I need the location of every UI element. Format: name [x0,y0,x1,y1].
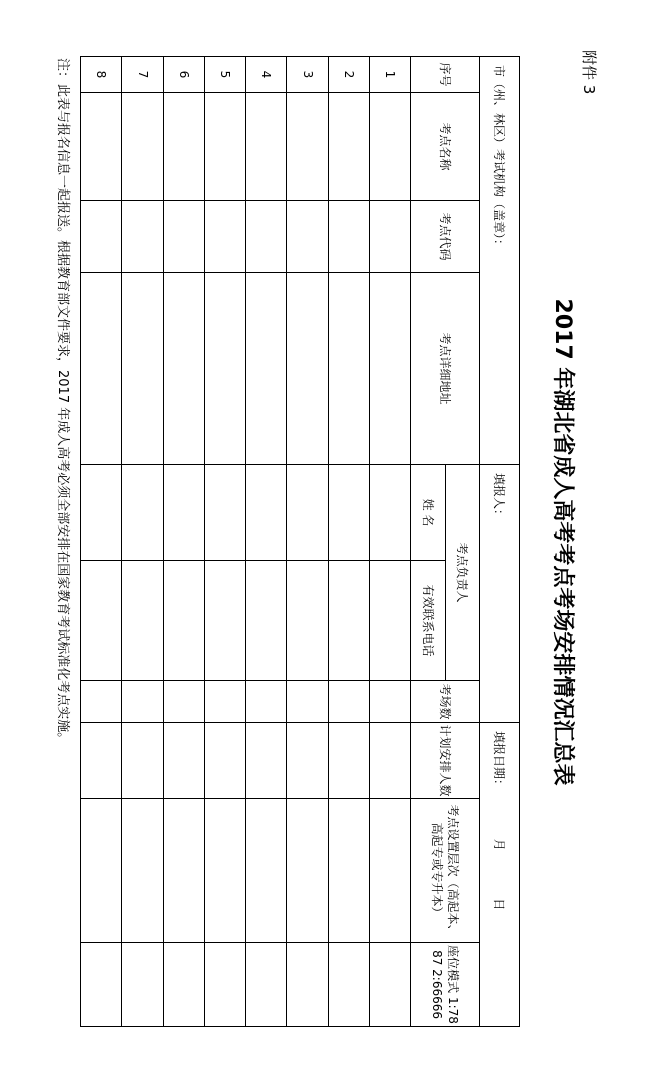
table-cell[interactable] [122,723,163,799]
footnote: 注：此表与报名信息一起报送。根据教育部文件要求，2017 年成人高考必须全部安排在国家教育考试标准化考点实施。 [55,58,70,746]
date-field [479,723,519,1027]
table-cell[interactable] [369,799,410,943]
table-cell[interactable] [163,723,204,799]
meta-row [479,57,519,1027]
table-cell[interactable] [328,561,369,681]
table-cell[interactable] [287,561,328,681]
table-cell[interactable] [369,93,410,201]
table-row [287,57,328,1027]
table-cell[interactable] [122,201,163,273]
table-cell[interactable] [163,273,204,465]
table-cell[interactable] [163,681,204,723]
table-cell[interactable] [122,561,163,681]
table-cell[interactable] [204,93,245,201]
header-planned: 计划安排人数 [411,723,479,799]
table-cell[interactable] [122,943,163,1027]
table-cell[interactable] [81,465,122,561]
table-cell[interactable] [369,681,410,723]
table-cell[interactable] [287,799,328,943]
header-seating: 座位模式 1:7887 2:66666 [411,943,479,1027]
table-row [81,57,122,1027]
table-cell[interactable] [204,681,245,723]
table-cell[interactable] [204,273,245,465]
table-cell[interactable] [122,273,163,465]
row-number: 5 [204,57,245,93]
date-label: 填报日期： [492,731,507,792]
table-cell[interactable] [287,681,328,723]
table-body [81,57,411,1027]
header-site-name: 考点名称 [411,93,479,201]
date-month: 月 [492,838,507,851]
table-cell[interactable] [204,723,245,799]
table-cell[interactable] [246,723,287,799]
table-row [369,57,410,1027]
table-cell[interactable] [328,273,369,465]
table-cell[interactable] [163,799,204,943]
table-cell[interactable] [328,723,369,799]
header-address: 考点详细地址 [411,273,479,465]
table-cell[interactable] [81,681,122,723]
table-cell[interactable] [369,201,410,273]
table-cell[interactable] [246,201,287,273]
table-cell[interactable] [369,273,410,465]
header-seq: 序号 [411,57,479,93]
table-cell[interactable] [328,201,369,273]
header-site-code: 考点代码 [411,201,479,273]
table-cell[interactable] [246,799,287,943]
institution-label: 市（州、林区）考试机构（盖章）： [479,57,519,465]
table-cell[interactable] [369,465,410,561]
row-number: 7 [122,57,163,93]
table-cell[interactable] [246,681,287,723]
table-cell[interactable] [369,723,410,799]
table-cell[interactable] [328,93,369,201]
table-cell[interactable] [246,93,287,201]
table-cell[interactable] [287,465,328,561]
header-room-count: 考场数 [411,681,479,723]
table-cell[interactable] [287,201,328,273]
table-row [328,57,369,1027]
table-cell[interactable] [163,561,204,681]
table-cell[interactable] [246,273,287,465]
date-day: 日 [492,898,507,911]
header-manager-name: 姓 名 [411,465,445,561]
page-title: 2017 年湖北省成人高考考点考场安排情况汇总表 [550,298,575,786]
table-cell[interactable] [81,273,122,465]
table-row [204,57,245,1027]
header-manager-phone: 有效联系电话 [411,561,445,681]
table-cell[interactable] [81,93,122,201]
header-manager: 考点负责人 [445,465,479,681]
table-cell[interactable] [204,201,245,273]
table-row [122,57,163,1027]
table-cell[interactable] [81,723,122,799]
table-cell[interactable] [204,943,245,1027]
attachment-label: 附件 3 [580,50,598,95]
table-cell[interactable] [328,465,369,561]
table-cell[interactable] [204,465,245,561]
table-row [246,57,287,1027]
table-cell[interactable] [81,799,122,943]
table-cell[interactable] [163,943,204,1027]
row-number: 1 [369,57,410,93]
table-cell[interactable] [328,799,369,943]
table-cell[interactable] [287,93,328,201]
table-cell[interactable] [204,799,245,943]
table-cell[interactable] [163,201,204,273]
table-cell[interactable] [287,943,328,1027]
table-cell[interactable] [204,561,245,681]
table-cell[interactable] [81,201,122,273]
table-cell[interactable] [163,93,204,201]
table-cell[interactable] [122,465,163,561]
row-number: 3 [287,57,328,93]
header-row-1 [445,57,479,1027]
header-level: 考点设置层次（高起本、高起专或专升本） [411,799,479,943]
row-number: 6 [163,57,204,93]
table-cell[interactable] [163,465,204,561]
table-cell[interactable] [328,943,369,1027]
filler-label: 填报人： [479,465,519,723]
table-cell[interactable] [122,93,163,201]
table-cell[interactable] [369,943,410,1027]
table-cell[interactable] [287,723,328,799]
table-cell[interactable] [122,799,163,943]
table-cell[interactable] [246,465,287,561]
summary-table [80,56,520,1027]
table-row [163,57,204,1027]
row-number: 8 [81,57,122,93]
table-cell[interactable] [122,681,163,723]
table-cell[interactable] [81,943,122,1027]
table-cell[interactable] [81,561,122,681]
table-cell[interactable] [369,561,410,681]
table-cell[interactable] [246,943,287,1027]
row-number: 4 [246,57,287,93]
table-cell[interactable] [246,561,287,681]
table-cell[interactable] [328,681,369,723]
row-number: 2 [328,57,369,93]
table-cell[interactable] [287,273,328,465]
